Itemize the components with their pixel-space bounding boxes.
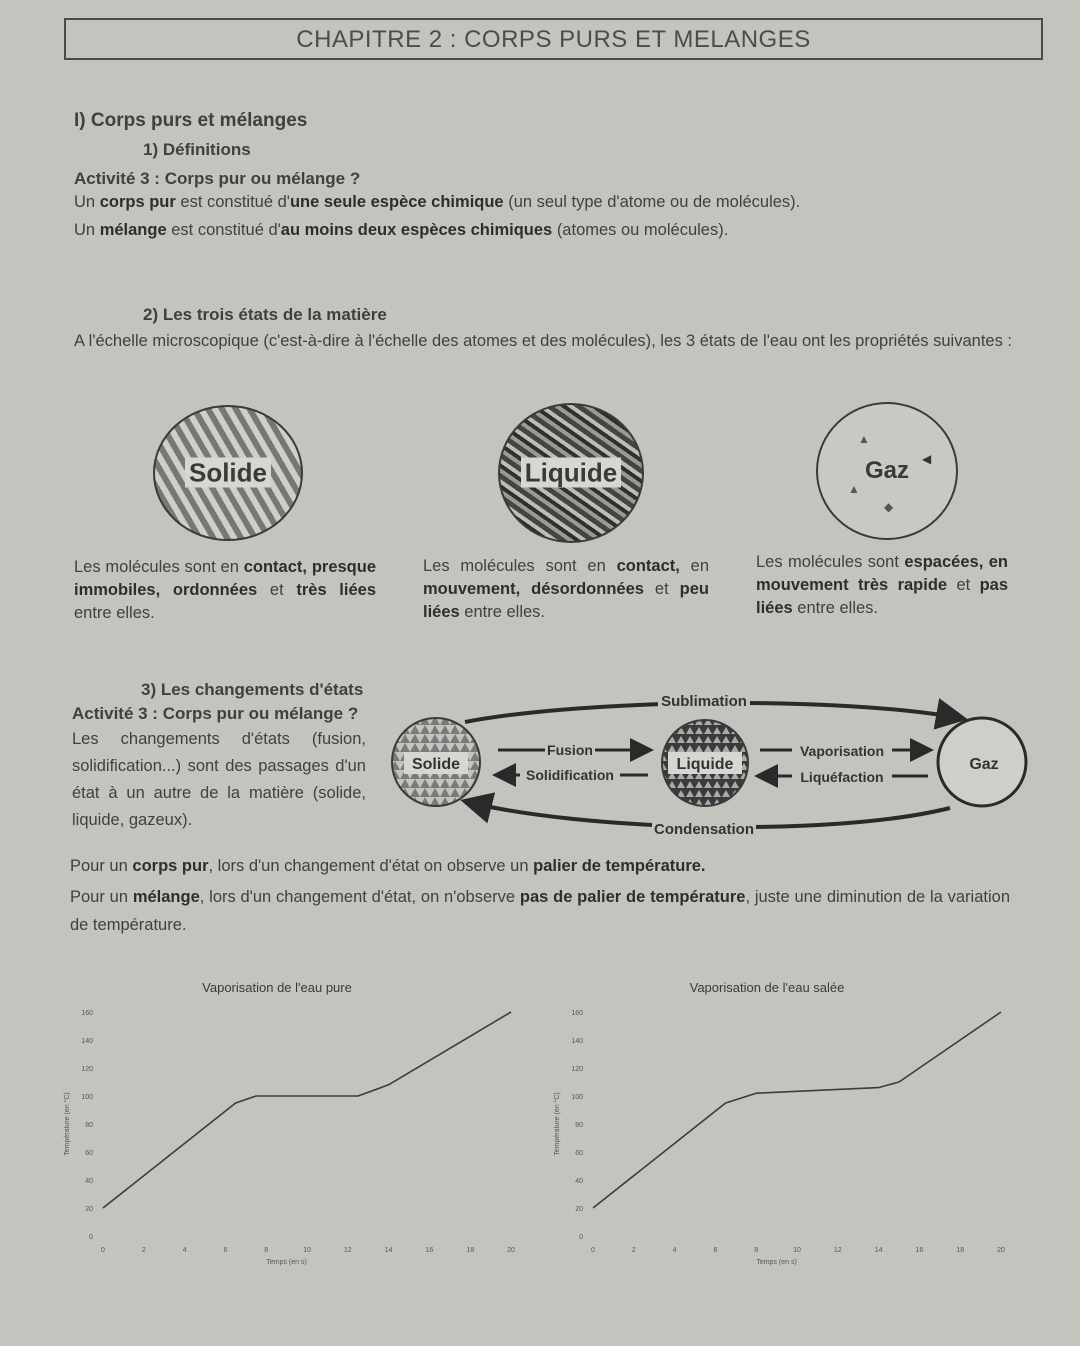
y-tick-label: 140: [571, 1038, 583, 1045]
x-tick-label: 18: [466, 1247, 475, 1254]
solidification-label: Solidification: [526, 767, 614, 783]
x-tick-label: 12: [343, 1247, 352, 1254]
chart-salt-water: [545, 970, 1015, 1280]
x-tick-label: 14: [874, 1247, 883, 1254]
x-tick-label: 12: [833, 1247, 842, 1254]
x-tick-label: 0: [591, 1247, 595, 1254]
liquid-label: Liquide: [521, 458, 621, 488]
x-tick-label: 8: [754, 1247, 759, 1254]
x-tick-label: 18: [956, 1247, 965, 1254]
x-tick-label: 20: [997, 1247, 1005, 1254]
y-tick-label: 0: [579, 1234, 583, 1241]
activity-heading: Activité 3 : Corps pur ou mélange ?: [74, 169, 361, 188]
gas-molecule-icon: ◀: [922, 452, 932, 466]
x-tick-label: 4: [672, 1247, 677, 1254]
y-tick-label: 100: [571, 1094, 583, 1101]
gas-state-circle: [816, 402, 958, 540]
states-subheading: 2) Les trois états de la matière: [143, 305, 387, 324]
y-tick-label: 160: [571, 1010, 583, 1017]
liquid-state-circle: [498, 403, 644, 543]
definitions-subheading: 1) Définitions: [143, 140, 251, 159]
condensation-label: Condensation: [654, 821, 754, 838]
diagram-solid-label: Solide: [411, 756, 461, 773]
x-tick-label: 4: [182, 1247, 187, 1254]
chapter-title: CHAPITRE 2 : CORPS PURS ET MELANGES: [64, 18, 1043, 60]
y-tick-label: 80: [575, 1122, 583, 1129]
x-tick-label: 20: [507, 1247, 515, 1254]
y-tick-label: 160: [81, 1010, 93, 1017]
temperature-line: [593, 1012, 1001, 1208]
states-intro: A l'échelle microscopique (c'est-à-dire à l'échelle des atomes et des molécules), les 3 états de l'eau ont les propriétés suivantes :: [74, 332, 1012, 350]
x-tick-label: 6: [713, 1247, 718, 1254]
chart-title: Vaporisation de l'eau pure: [202, 980, 352, 995]
gas-label: Gaz: [864, 457, 909, 484]
x-axis-label: Temps (en s): [756, 1259, 797, 1266]
y-tick-label: 120: [571, 1066, 583, 1073]
x-axis-label: Temps (en s): [266, 1259, 307, 1266]
y-axis-label: Température (en °C): [554, 1092, 561, 1156]
diagram-liquid-label: Liquide: [676, 756, 734, 773]
changes-subheading: 3) Les changements d'états: [141, 680, 364, 699]
x-tick-label: 16: [425, 1247, 434, 1254]
gas-molecule-icon: ▲: [848, 482, 860, 496]
mixture-no-plateau: Pour un mélange, lors d'un changement d'état, on n'observe pas de palier de température, juste une diminution de la variation de température.: [70, 888, 1010, 934]
y-tick-label: 40: [85, 1178, 93, 1185]
diagram-gas-label: Gaz: [969, 756, 999, 773]
solid-state-circle: [153, 405, 303, 541]
x-tick-label: 2: [631, 1247, 636, 1254]
y-tick-label: 20: [85, 1206, 93, 1213]
y-tick-label: 60: [575, 1150, 583, 1157]
y-tick-label: 60: [85, 1150, 93, 1157]
vaporisation-label: Vaporisation: [799, 743, 885, 759]
x-tick-label: 10: [303, 1247, 311, 1254]
chart-title: Vaporisation de l'eau salée: [689, 980, 845, 995]
x-tick-label: 8: [264, 1247, 269, 1254]
solid-description: Les molécules sont en contact, presque immobiles, ordonnées et très liées entre elles.: [74, 558, 377, 622]
gas-description: Les molécules sont espacées, en mouvement très rapide et pas liées entre elles.: [756, 553, 1009, 617]
definition-mixture: Un mélange est constitué d'au moins deux espèces chimiques (atomes ou molécules).: [74, 221, 729, 239]
x-tick-label: 2: [141, 1247, 146, 1254]
gas-molecule-icon: ▲: [858, 432, 870, 446]
x-tick-label: 14: [384, 1247, 393, 1254]
liquid-description: Les molécules sont en contact, en mouvement, désordonnées et peu liées entre elles.: [423, 557, 709, 621]
state-change-diagram: [380, 680, 1040, 840]
fusion-label: Fusion: [547, 742, 593, 758]
section1-heading: I) Corps purs et mélanges: [74, 110, 308, 131]
changes-activity: Activité 3 : Corps pur ou mélange ?: [72, 704, 359, 723]
y-tick-label: 120: [81, 1066, 93, 1073]
definition-pure: Un corps pur est constitué d'une seule espèce chimique (un seul type d'atome ou de molécules).: [74, 193, 801, 211]
solid-label: Solide: [185, 458, 271, 488]
x-tick-label: 0: [101, 1247, 105, 1254]
x-tick-label: 6: [223, 1247, 228, 1254]
gas-molecule-icon: ◆: [884, 500, 894, 514]
changes-text: Les changements d'états (fusion, solidification...) sont des passages d'un état à un autre de la matière (solide, liquide, gazeux).: [72, 730, 366, 829]
y-axis-label: Température (en °C): [64, 1092, 71, 1156]
liquefaction-label: Liquéfaction: [800, 769, 884, 785]
x-tick-label: 16: [915, 1247, 924, 1254]
sublimation-label: Sublimation: [661, 693, 747, 710]
y-tick-label: 80: [85, 1122, 93, 1129]
pure-substance-plateau: Pour un corps pur, lors d'un changement d'état on observe un palier de température.: [70, 857, 706, 875]
y-tick-label: 0: [89, 1234, 93, 1241]
x-tick-label: 10: [793, 1247, 801, 1254]
y-tick-label: 20: [575, 1206, 583, 1213]
temperature-line: [103, 1012, 511, 1208]
y-tick-label: 100: [81, 1094, 93, 1101]
y-tick-label: 40: [575, 1178, 583, 1185]
y-tick-label: 140: [81, 1038, 93, 1045]
chart-pure-water: [55, 970, 525, 1280]
